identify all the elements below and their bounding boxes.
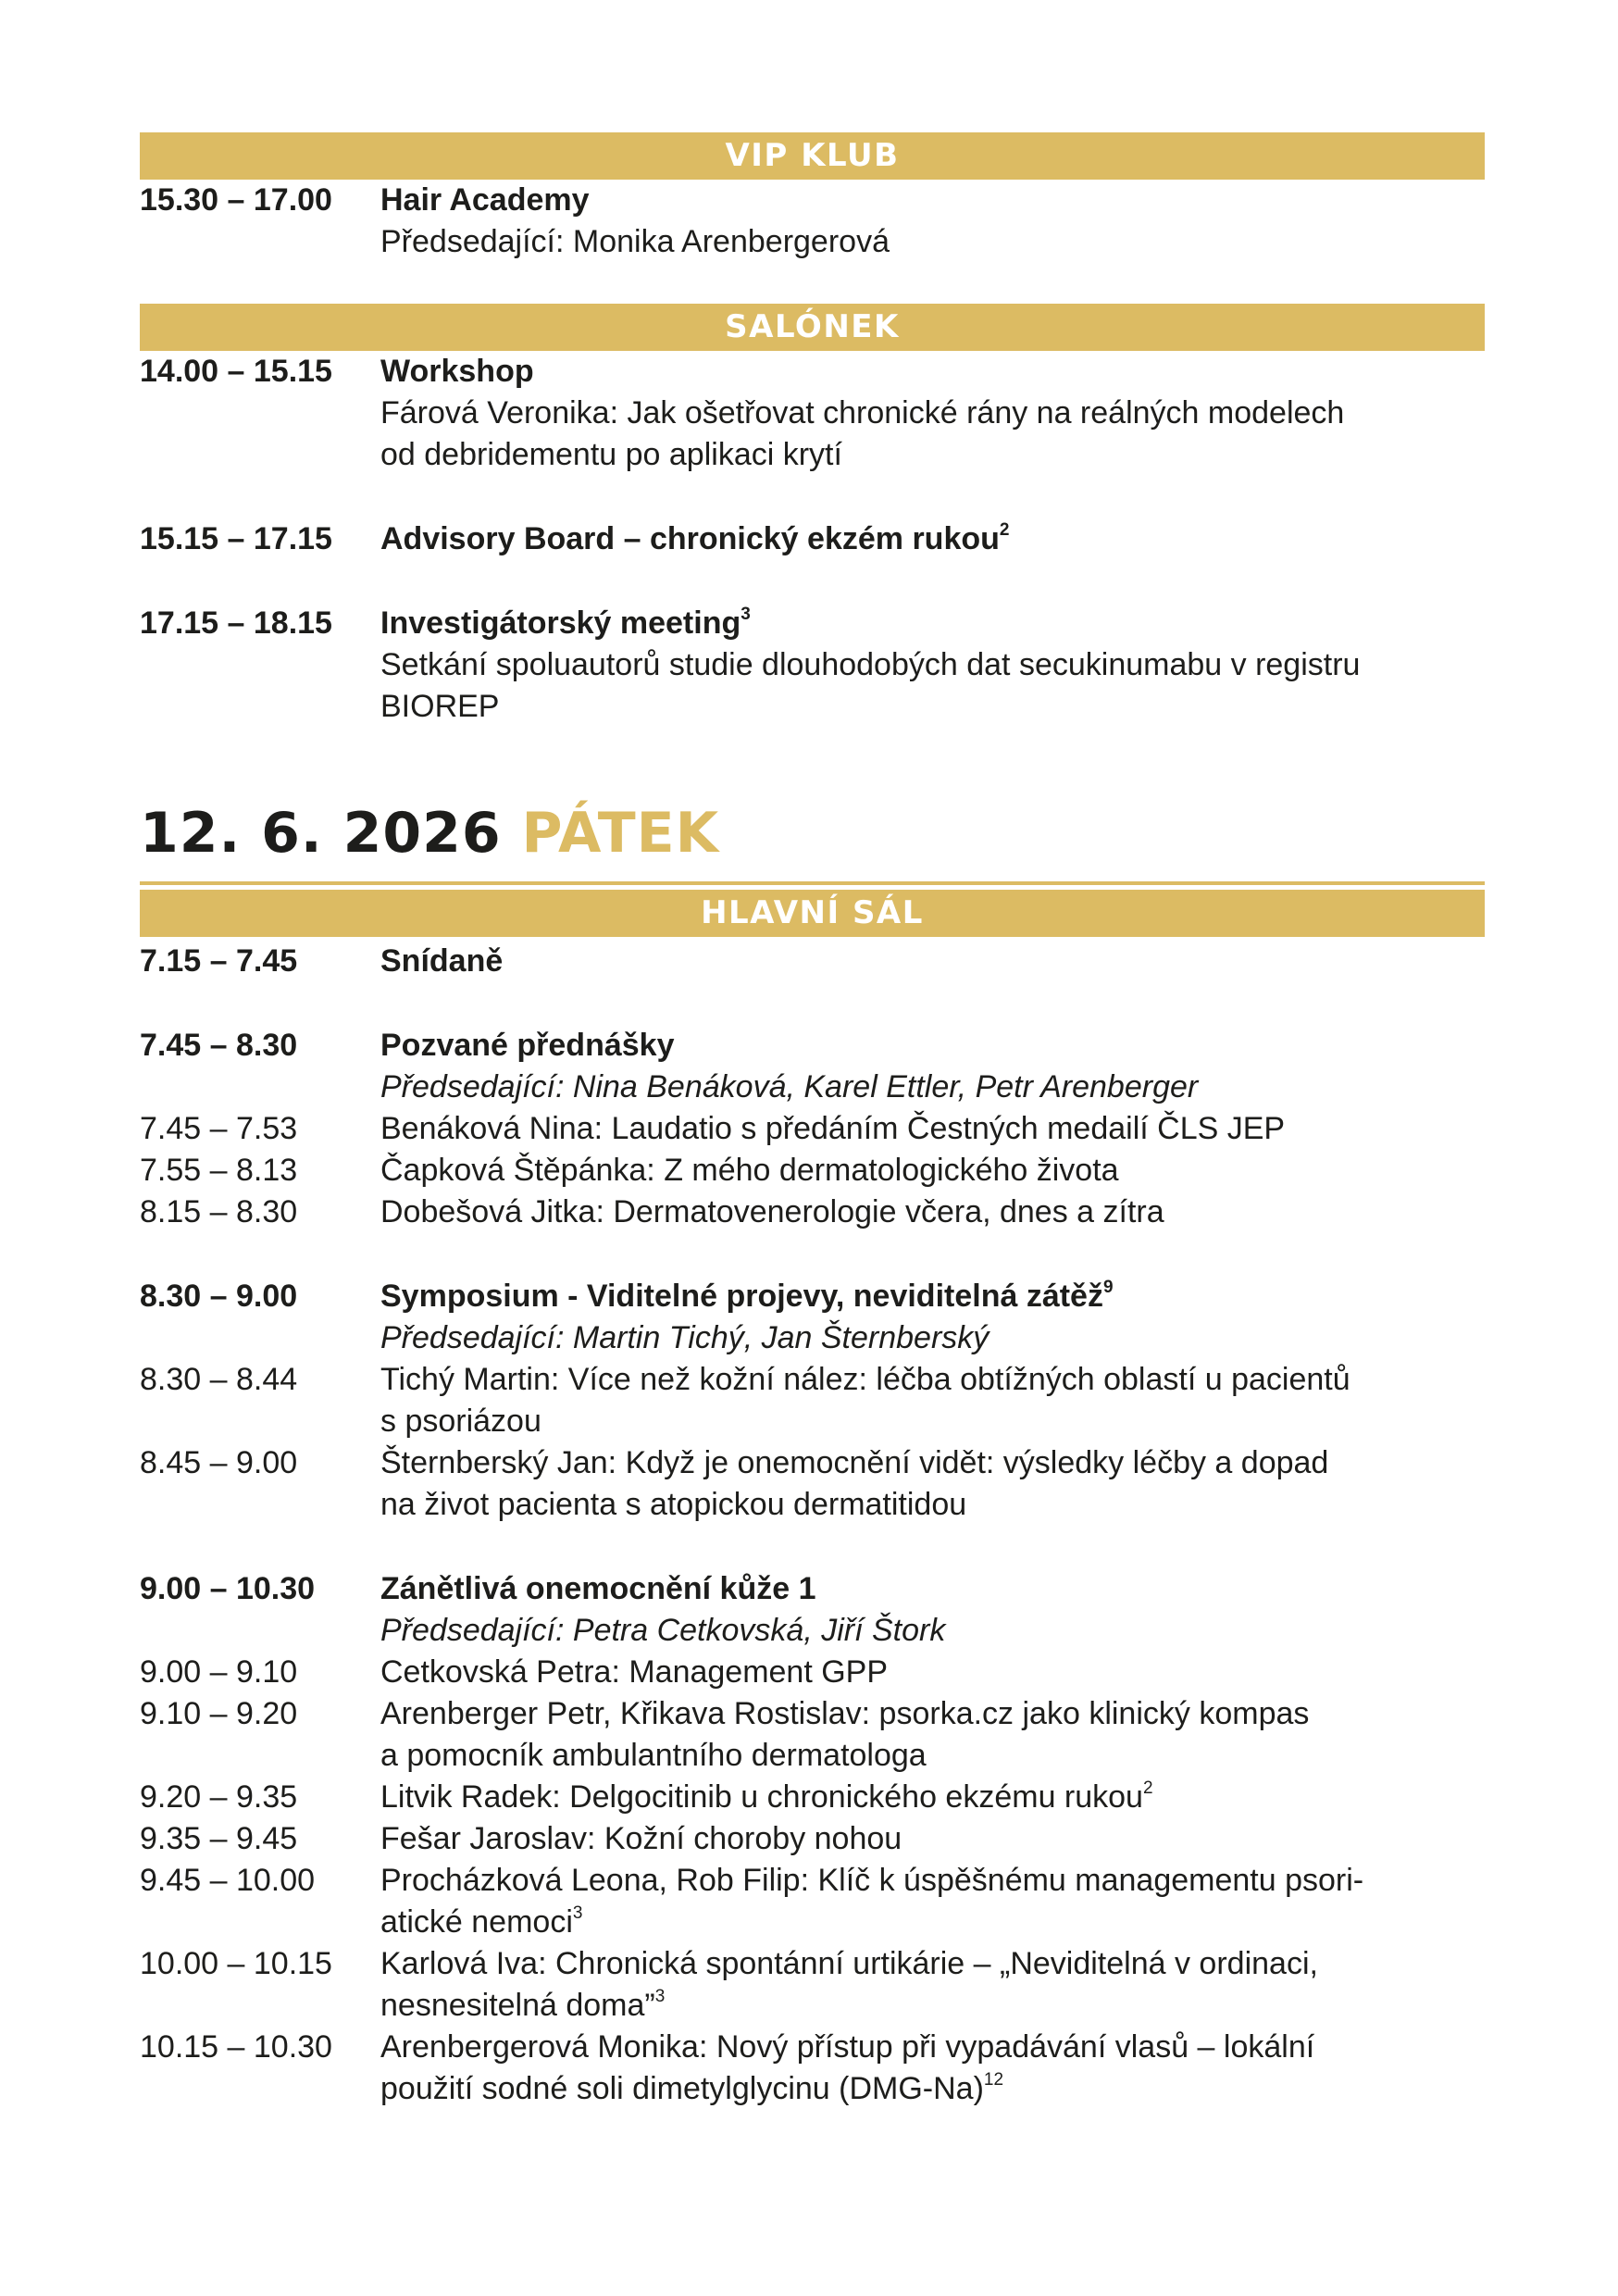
footnote-ref: 2	[999, 520, 1010, 540]
spacer	[140, 2068, 380, 2110]
talk-row	[140, 1818, 1485, 1860]
talk-title: Šternberský Jan: Když je onemocnění vidět: výsledky léčby a dopad	[380, 1445, 1329, 1480]
talk-row	[140, 1777, 1485, 1818]
footnote-ref: 12	[983, 2070, 1004, 2090]
talk-row	[140, 1192, 1485, 1233]
session-description: Setkání spoluautorů studie dlouhodobých dat secukinumabu v registru	[380, 647, 1361, 682]
talk-text	[380, 1108, 1485, 1150]
session-head	[140, 1025, 1485, 1067]
talk-title-cont: s psoriázou	[380, 1404, 541, 1439]
section-header-hlavni-sal: HLAVNÍ SÁL	[140, 890, 1485, 937]
talk-text-continued	[380, 1902, 1485, 1943]
talk-time: 9.00 – 9.10	[140, 1654, 298, 1690]
section-vip-klub	[140, 132, 1485, 263]
talk-title: Tichý Martin: Více než kožní nález: léčba obtížných oblastí u pacientů	[380, 1362, 1350, 1397]
spacer	[140, 1902, 380, 1943]
talk-text	[380, 2027, 1485, 2068]
talk-text-continued	[380, 1401, 1485, 1442]
talk-text	[380, 1652, 1485, 1693]
day-divider	[140, 881, 1485, 890]
section-salonek	[140, 304, 1485, 728]
talk-title-cont: a pomocník ambulantního dermatologa	[380, 1738, 927, 1773]
session-chair-row	[140, 1317, 1485, 1359]
talk-title: Karlová Iva: Chronická spontánní urtikárie – „Neviditelná v ordinaci,	[380, 1946, 1318, 1981]
day-date: 12. 6. 2026	[140, 801, 502, 866]
session-title-text: Symposium - Viditelné projevy, neviditelná zátěž	[380, 1279, 1103, 1314]
talk-row-continued	[140, 1484, 1485, 1526]
session-line	[140, 434, 1485, 476]
talk-title: Čapková Štěpánka: Z mého dermatologického života	[380, 1153, 1119, 1188]
talk-row-continued	[140, 2068, 1485, 2110]
talk-time: 8.45 – 9.00	[140, 1445, 298, 1480]
session	[140, 351, 1485, 476]
spacer	[140, 1067, 380, 1108]
session-description: Fárová Veronika: Jak ošetřovat chronické rány na reálných modelech	[380, 395, 1345, 430]
talk-row	[140, 1442, 1485, 1484]
talk-title: Arenberger Petr, Křikava Rostislav: psorka.cz jako klinický kompas	[380, 1696, 1310, 1731]
session-head	[140, 603, 1485, 644]
session-title-text: Snídaně	[380, 943, 504, 979]
session-head	[140, 1568, 1485, 1610]
talk-title: Dobešová Jitka: Dermatovenerologie včera, dnes a zítra	[380, 1194, 1164, 1229]
talk-row	[140, 1150, 1485, 1192]
talk-text	[380, 1192, 1485, 1233]
session-head	[140, 351, 1485, 393]
section-header: VIP KLUB	[140, 132, 1485, 180]
talk-row	[140, 1359, 1485, 1401]
session-head	[140, 1276, 1485, 1317]
session	[140, 941, 1485, 982]
talk-text	[380, 1693, 1485, 1735]
footnote-ref: 3	[654, 1987, 666, 2006]
session	[140, 603, 1485, 728]
talk-text	[380, 1943, 1485, 1985]
session	[140, 1276, 1485, 1526]
day-weekday: PÁTEK	[521, 801, 720, 866]
session-description: BIOREP	[380, 689, 500, 724]
session-time: 7.45 – 8.30	[140, 1028, 298, 1063]
footnote-ref: 3	[741, 605, 751, 624]
session-title-text: Pozvané přednášky	[380, 1028, 675, 1063]
talk-title: Litvik Radek: Delgocitinib u chronického ekzému rukou	[380, 1779, 1143, 1815]
session-head	[140, 518, 1485, 560]
session-head	[140, 941, 1485, 982]
talk-time: 8.30 – 8.44	[140, 1362, 298, 1397]
session-chair-row	[140, 1610, 1485, 1652]
session-time: 15.30 – 17.00	[140, 182, 332, 218]
spacer	[140, 1610, 380, 1652]
spacer	[140, 1985, 380, 2027]
session-title: Workshop	[380, 354, 534, 389]
session-line	[140, 393, 1485, 434]
footnote-ref: 3	[572, 1903, 583, 1923]
spacer	[140, 1401, 380, 1442]
hall-sessions	[140, 941, 1485, 2110]
program-page	[140, 132, 1485, 2110]
day-heading	[140, 800, 1485, 867]
session-line	[140, 221, 1485, 263]
spacer	[140, 1484, 380, 1526]
talk-text-continued	[380, 1985, 1485, 2027]
talk-title: Fešar Jaroslav: Kožní choroby nohou	[380, 1821, 902, 1856]
talk-row	[140, 1693, 1485, 1735]
talk-title-cont: na život pacienta s atopickou dermatitidou	[380, 1487, 967, 1522]
talk-time: 7.45 – 7.53	[140, 1111, 298, 1146]
talk-text	[380, 1777, 1485, 1818]
session-description: od debridementu po aplikaci krytí	[380, 437, 842, 472]
talk-title: Benáková Nina: Laudatio s předáním Čestných medailí ČLS JEP	[380, 1111, 1286, 1146]
session-line	[140, 686, 1485, 728]
session	[140, 1025, 1485, 1233]
session-chair: Předsedající: Nina Benáková, Karel Ettler, Petr Arenberger	[380, 1069, 1199, 1104]
session	[140, 1568, 1485, 2110]
session-title	[380, 1276, 1485, 1317]
talk-text	[380, 1359, 1485, 1401]
section-header: SALÓNEK	[140, 304, 1485, 351]
talk-time: 9.10 – 9.20	[140, 1696, 298, 1731]
talk-text-continued	[380, 2068, 1485, 2110]
session-chair: Předsedající: Petra Cetkovská, Jiří Štork	[380, 1613, 946, 1648]
talk-title: Cetkovská Petra: Management GPP	[380, 1654, 889, 1690]
talk-row	[140, 1108, 1485, 1150]
talk-row	[140, 1652, 1485, 1693]
talk-row	[140, 1860, 1485, 1902]
session-line	[140, 644, 1485, 686]
talk-title-cont: nesnesitelná doma”	[380, 1988, 655, 2023]
talk-title-cont: atické nemoci	[380, 1904, 573, 1940]
talk-time: 9.20 – 9.35	[140, 1779, 298, 1815]
talk-time: 8.15 – 8.30	[140, 1194, 298, 1229]
talk-time: 9.45 – 10.00	[140, 1863, 316, 1898]
session-time: 7.15 – 7.45	[140, 943, 298, 979]
talk-title: Arenbergerová Monika: Nový přístup při vypadávání vlasů – lokální	[380, 2029, 1315, 2065]
talk-text-continued	[380, 1484, 1485, 1526]
talk-time: 7.55 – 8.13	[140, 1153, 298, 1188]
session-title	[380, 941, 1485, 982]
talk-text-continued	[380, 1735, 1485, 1777]
talk-row-continued	[140, 1985, 1485, 2027]
footnote-ref: 9	[1102, 1278, 1114, 1297]
talk-time: 10.00 – 10.15	[140, 1946, 332, 1981]
talk-time: 10.15 – 10.30	[140, 2029, 332, 2065]
session-title: Investigátorský meeting$^3$	[380, 605, 751, 641]
talk-text	[380, 1860, 1485, 1902]
talk-text	[380, 1442, 1485, 1484]
talk-title-cont: použití sodné soli dimetylglycinu (DMG-Na)	[380, 2071, 984, 2106]
session-time: 9.00 – 10.30	[140, 1571, 316, 1606]
talk-row	[140, 2027, 1485, 2068]
talk-title: Procházková Leona, Rob Filip: Klíč k úspěšnému managementu psori-	[380, 1863, 1364, 1898]
spacer	[140, 1735, 380, 1777]
session-title: Hair Academy	[380, 182, 590, 218]
session-time: 17.15 – 18.15	[140, 605, 332, 641]
session-time: 15.15 – 17.15	[140, 521, 332, 556]
talk-time: 9.35 – 9.45	[140, 1821, 298, 1856]
session-title	[380, 1025, 1485, 1067]
talk-row-continued	[140, 1902, 1485, 1943]
session-title-text: Zánětlivá onemocnění kůže 1	[380, 1571, 816, 1606]
session	[140, 180, 1485, 263]
session-chair: Předsedající: Martin Tichý, Jan Šternberský	[380, 1320, 989, 1355]
session-title: Advisory Board – chronický ekzém rukou$^2$	[380, 520, 1010, 556]
session-title	[380, 1568, 1485, 1610]
session	[140, 518, 1485, 560]
session-head	[140, 180, 1485, 221]
talk-row	[140, 1943, 1485, 1985]
talk-row-continued	[140, 1735, 1485, 1777]
talk-text	[380, 1150, 1485, 1192]
session-chair-row	[140, 1067, 1485, 1108]
footnote-ref: 2	[1142, 1778, 1153, 1798]
talk-text	[380, 1818, 1485, 1860]
talk-row-continued	[140, 1401, 1485, 1442]
session-chair: Předsedající: Monika Arenbergerová	[380, 224, 890, 259]
spacer	[140, 1317, 380, 1359]
session-time: 8.30 – 9.00	[140, 1279, 298, 1314]
session-time: 14.00 – 15.15	[140, 354, 332, 389]
